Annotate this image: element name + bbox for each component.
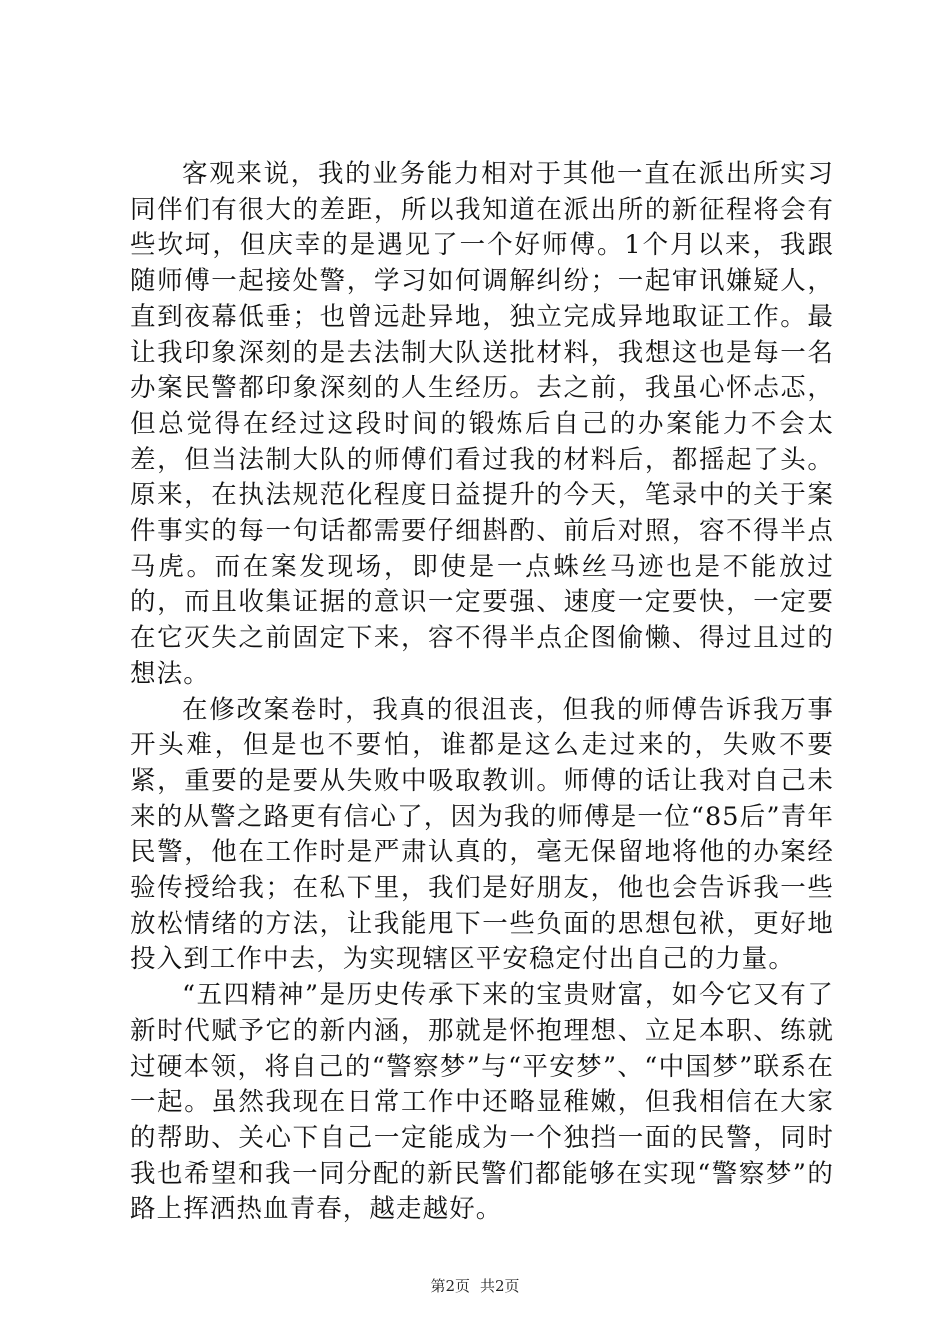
page-number-total: 共2页	[480, 1277, 520, 1295]
document-body	[130, 157, 834, 1228]
paragraph-3: “五四精神”是历史传承下来的宝贵财富，如今它又有了新时代赋予它的新内涵，那就是怀抱理想、立足本职、练就过硬本领，将自己的“警察梦”与“平安梦”、“中国梦”联系在一起。虽然我现在日常工作中还略显稚嫩，但我相信在大家的帮助、关心下自己一定能成为一个独挡一面的民警，同时我也希望和我一同分配的新民警们都能够在实现“警察梦”的路上挥洒热血青春，越走越好。	[130, 980, 834, 1225]
paragraph-1: 客观来说，我的业务能力相对于其他一直在派出所实习同伴们有很大的差距，所以我知道在派出所的新征程将会有些坎坷，但庆幸的是遇见了一个好师傅。1个月以来，我跟随师傅一起接处警，学习如何调解纠纷；一起审讯嫌疑人，直到夜幕低垂；也曾远赴异地，独立完成异地取证工作。最让我印象深刻的是去法制大队送批材料，我想这也是每一名办案民警都印象深刻的人生经历。去之前，我虽心怀忐忑，但总觉得在经过这段时间的锻炼后自己的办案能力不会太差，但当法制大队的师傅们看过我的材料后，都摇起了头。原来，在执法规范化程度日益提升的今天，笔录中的关于案件事实的每一句话都需要仔细斟酌、前后对照，容不得半点马虎。而在案发现场，即使是一点蛛丝马迹也是不能放过的，而且收集证据的意识一定要强、速度一定要快，一定要在它灭失之前固定下来，容不得半点企图偷懒、得过且过的想法。	[130, 159, 834, 689]
page-number-current: 第2页	[430, 1277, 470, 1295]
paragraph-2: 在修改案卷时，我真的很沮丧，但我的师傅告诉我万事开头难，但是也不要怕，谁都是这么走过来的，失败不要紧，重要的是要从失败中吸取教训。师傅的话让我对自己未来的从警之路更有信心了，因为我的师傅是一位“85后”青年民警，他在工作时是严肃认真的，毫无保留地将他的办案经验传授给我；在私下里，我们是好朋友，他也会告诉我一些放松情绪的方法，让我能甩下一些负面的思想包袱，更好地投入到工作中去，为实现辖区平安稳定付出自己的力量。	[130, 694, 834, 975]
page-footer	[0, 1276, 950, 1296]
